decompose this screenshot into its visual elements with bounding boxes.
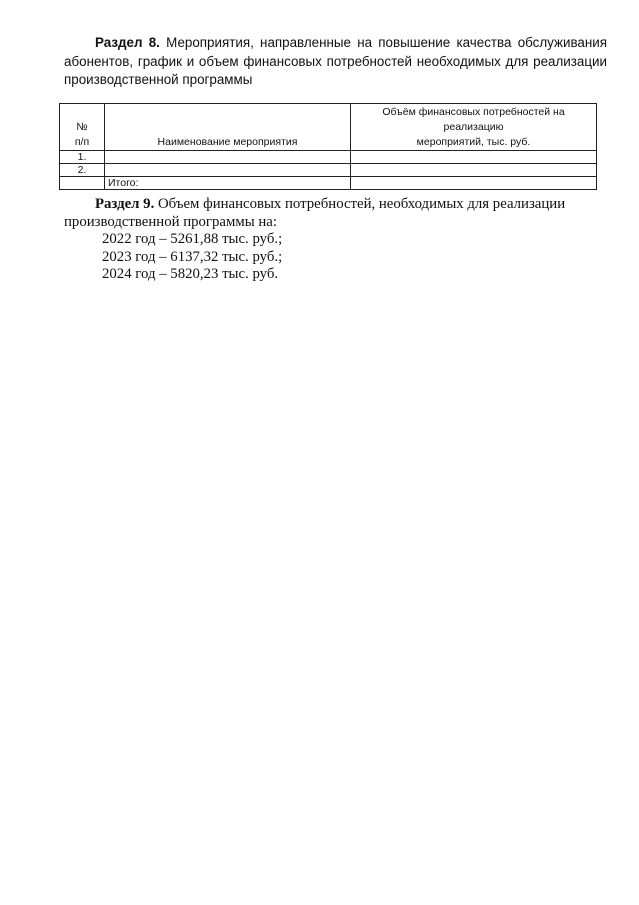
section-8-paragraph — [64, 34, 607, 90]
section-9-text: Объем финансовых потребностей, необходимых для реализации производственной программы на: — [64, 196, 566, 230]
row-activity-name — [105, 151, 351, 164]
total-row-number — [60, 177, 105, 190]
row-number: 1. — [60, 151, 105, 164]
section-8-line-3: производственной программы — [64, 72, 253, 87]
year-2022-amount: 2022 год – 5261,88 тыс. руб.; — [102, 231, 283, 247]
table-row — [60, 164, 597, 177]
section-8-text-1: Мероприятия, направленные на повышение качества обслуживания — [166, 35, 607, 50]
section-8-line-2: абонентов, график и объем финансовых потребностей необходимых для реализации — [64, 53, 607, 69]
header-number-label: п/п — [74, 136, 90, 148]
table-row — [60, 151, 597, 164]
table-total-row — [60, 177, 597, 190]
row-number: 2. — [60, 164, 105, 177]
header-financial-needs-line-1: Объём финансовых потребностей на реализацию — [382, 106, 565, 133]
section-8-label: Раздел 8. — [95, 35, 160, 50]
header-number — [60, 104, 105, 151]
year-2023-amount: 2023 год – 6137,32 тыс. руб.; — [102, 248, 283, 265]
section-9-label: Раздел 9. — [95, 196, 155, 212]
header-number-symbol: № — [76, 121, 88, 133]
row-amount — [351, 164, 597, 177]
header-financial-needs — [351, 104, 597, 151]
table-header-row — [60, 104, 597, 151]
header-financial-needs-line-2: мероприятий, тыс. руб. — [416, 136, 531, 148]
total-amount — [351, 177, 597, 190]
row-activity-name — [105, 164, 351, 177]
activities-table — [59, 103, 597, 190]
section-9-intro — [64, 196, 576, 231]
header-activity-name: Наименование мероприятия — [105, 104, 351, 151]
year-2024-amount: 2024 год – 5820,23 тыс. руб. — [102, 266, 279, 282]
section-9-paragraph — [64, 196, 576, 284]
total-label: Итого: — [105, 177, 351, 190]
section-8-line-1 — [64, 34, 607, 53]
row-amount — [351, 151, 597, 164]
